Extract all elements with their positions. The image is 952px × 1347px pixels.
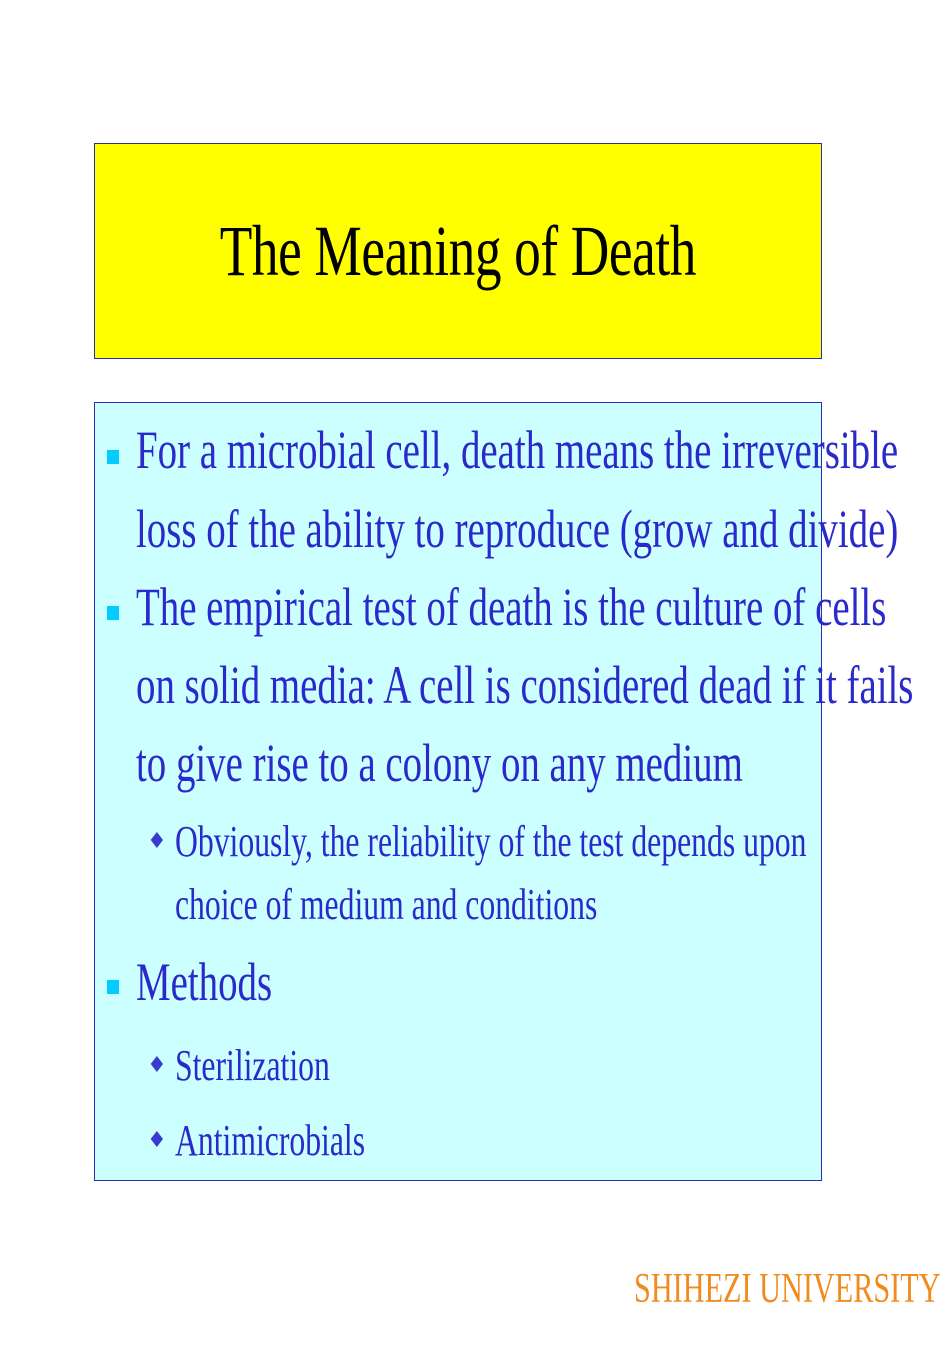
sub-bullet-3-2-line-1: Antimicrobials [175, 1116, 366, 1165]
square-bullet-icon [107, 980, 119, 994]
slide-title-box [94, 143, 822, 359]
bullet-1-line-2: loss of the ability to reproduce (grow and divide) [136, 499, 899, 559]
bullet-3-line-1: Methods [136, 952, 273, 1012]
slide-title: The Meaning of Death [219, 211, 697, 291]
bullet-2-line-2: on solid media: A cell is considered dead if it fails [136, 655, 914, 715]
square-bullet-icon [107, 606, 119, 620]
slide-content-box [94, 402, 914, 1181]
diamond-bullet-icon: ♦ [147, 1053, 167, 1078]
diamond-bullet-icon: ♦ [147, 1128, 167, 1153]
sub-bullet-2-1-line-1: Obviously, the reliability of the test depends upon [175, 817, 807, 866]
bullet-2-line-3: to give rise to a colony on any medium [136, 733, 743, 793]
bullet-1-line-1: For a microbial cell, death means the irreversible [136, 420, 899, 480]
footer-university-name: SHIHEZI UNIVERSITY [634, 1266, 941, 1312]
sub-bullet-3-1-line-1: Sterilization [175, 1041, 330, 1090]
sub-bullet-2-1-line-2: choice of medium and conditions [175, 880, 598, 929]
square-bullet-icon [107, 450, 119, 464]
bullet-2-line-1: The empirical test of death is the culture of cells [136, 577, 887, 637]
diamond-bullet-icon: ♦ [147, 829, 167, 854]
